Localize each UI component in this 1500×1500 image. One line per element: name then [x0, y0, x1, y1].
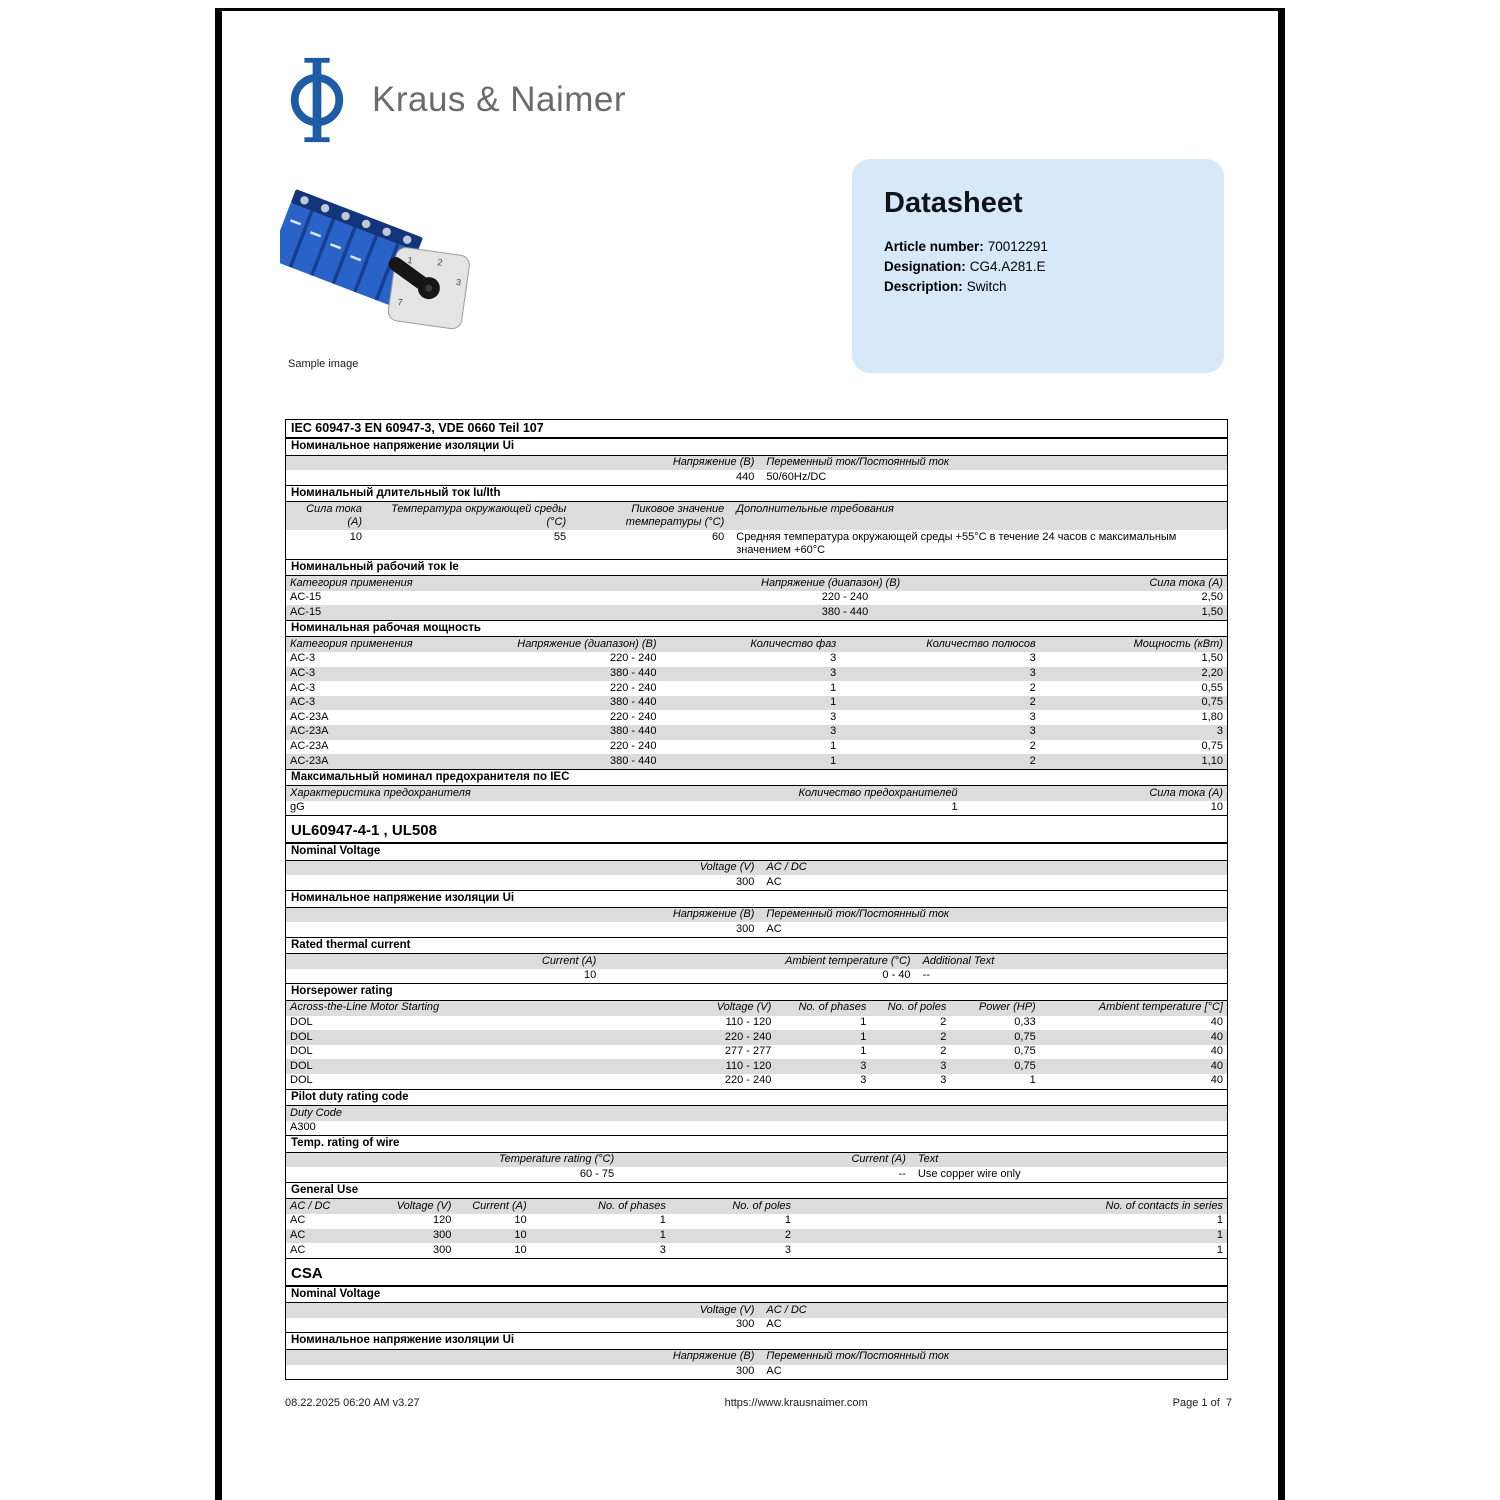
table-data-row: [286, 1167, 1227, 1182]
designation-field: [884, 257, 1192, 277]
table-data-row: [286, 1365, 1227, 1380]
table-column-header-row: [286, 637, 1227, 652]
table-cell: 0,75: [1014, 1030, 1036, 1043]
table-cell: Характеристика предохранителя: [290, 786, 471, 799]
table-data-row: [286, 591, 1227, 606]
table-data-row: [286, 1045, 1227, 1060]
table-data-row: [286, 1318, 1227, 1333]
table-cell: Пиковое значение температуры (°C): [625, 502, 725, 529]
table-data-row: [286, 740, 1227, 755]
brand-logo: [286, 55, 626, 145]
table-cell: 3: [940, 1074, 947, 1087]
table-cell: 3: [1029, 652, 1036, 665]
table-column-header-row: [286, 786, 1227, 801]
table-cell: Сила тока (A): [1149, 576, 1223, 589]
table-column-header-row: [286, 1199, 1227, 1214]
table-cell: 2: [1029, 740, 1036, 752]
table-cell: Категория применения: [290, 576, 413, 589]
table-cell: AC-15: [290, 605, 322, 618]
table-cell: 1: [860, 1045, 867, 1058]
table-subsection-title: Temp. rating of wire: [286, 1135, 1227, 1153]
table-cell: 2,20: [1201, 667, 1223, 680]
table-data-row: [286, 801, 1227, 816]
table-cell: 380 - 440: [610, 754, 657, 767]
table-cell: 10: [514, 1229, 527, 1242]
table-cell: 2: [1029, 681, 1036, 694]
table-data-row: [286, 530, 1227, 558]
table-cell: 1: [860, 1030, 867, 1043]
table-cell: No. of poles: [887, 1001, 947, 1014]
table-cell: AC / DC: [766, 861, 807, 874]
table-data-row: [286, 1214, 1227, 1229]
table-cell: 300: [736, 1318, 755, 1331]
table-column-header-row: [286, 1106, 1227, 1121]
table-cell: AC / DC: [766, 1303, 807, 1316]
table-cell: 110 - 120: [725, 1059, 772, 1072]
table-cell: Current (A): [541, 954, 597, 967]
footer-date-version: 08.22.2025 06:20 AM v3.27: [285, 1397, 420, 1409]
table-cell: Сила тока (A): [1149, 786, 1223, 799]
table-column-header-row: [286, 908, 1227, 923]
table-cell: 220 - 240: [610, 652, 657, 665]
table-column-header-row: [286, 502, 1227, 530]
table-cell: --: [898, 1167, 906, 1180]
table-cell: AC: [766, 875, 782, 888]
svg-text:7: 7: [396, 296, 404, 308]
table-cell: 2: [940, 1045, 947, 1058]
table-data-row: [286, 605, 1227, 620]
table-cell: Переменный ток/Постоянный ток: [766, 1350, 950, 1363]
table-subsection-title: Pilot duty rating code: [286, 1089, 1227, 1107]
table-cell: 277 - 277: [724, 1045, 772, 1058]
brand-name: Kraus & Naimer: [372, 80, 627, 119]
table-cell: 300: [736, 1365, 755, 1378]
table-data-row: [286, 652, 1227, 667]
table-cell: 60 - 75: [579, 1167, 615, 1180]
table-cell: Напряжение (диапазон) (В): [761, 576, 901, 589]
table-cell: 10: [514, 1243, 527, 1256]
table-cell: 220 - 240: [610, 681, 657, 694]
table-cell: 10: [514, 1214, 527, 1227]
footer-page-number: Page 1 of 7: [1172, 1397, 1232, 1409]
table-cell: 1: [1216, 1214, 1223, 1227]
table-cell: 40: [1210, 1074, 1223, 1087]
table-cell: 40: [1210, 1059, 1223, 1072]
svg-text:2: 2: [436, 257, 444, 268]
table-cell: No. of phases: [798, 1001, 867, 1014]
table-cell: Voltage (V): [396, 1199, 452, 1212]
table-cell: Сила тока (A): [306, 502, 362, 529]
table-standard-title: CSA: [286, 1258, 1227, 1286]
table-cell: 220 - 240: [724, 1074, 772, 1087]
datasheet-page: [215, 8, 1285, 1500]
table-subsection-title: Номинальное напряжение изоляции Ui: [286, 438, 1227, 456]
table-column-header-row: [286, 1303, 1227, 1318]
table-cell: 220 - 240: [610, 710, 657, 723]
table-subsection-title: Номинальное напряжение изоляции Ui: [286, 890, 1227, 908]
table-cell: AC: [766, 1365, 782, 1378]
table-cell: 50/60Hz/DC: [766, 470, 827, 483]
table-subsection-title: Rated thermal current: [286, 937, 1227, 955]
table-cell: 220 - 240: [821, 591, 869, 604]
description-label: Description:: [884, 279, 963, 294]
table-cell: 120: [433, 1214, 452, 1227]
table-cell: AC-15: [290, 591, 322, 604]
table-data-row: [286, 754, 1227, 769]
table-cell: AC: [290, 1214, 306, 1227]
table-cell: 110 - 120: [725, 1016, 772, 1029]
table-cell: 3: [940, 1059, 947, 1072]
table-data-row: [286, 1074, 1227, 1089]
datasheet-info-panel: [852, 159, 1224, 373]
table-cell: Дополнительные требования: [736, 502, 894, 515]
table-cell: 2: [1029, 696, 1036, 709]
table-cell: 1: [784, 1214, 792, 1227]
table-cell: 300: [736, 875, 755, 888]
table-cell: 0,33: [1014, 1016, 1036, 1029]
table-section-title: IEC 60947-3 EN 60947-3, VDE 0660 Teil 107: [286, 420, 1227, 438]
table-cell: 380 - 440: [610, 696, 657, 709]
footer-url[interactable]: https://www.krausnaimer.com: [724, 1397, 868, 1409]
article-number-label: Article number:: [884, 239, 984, 254]
table-cell: AC-23A: [290, 710, 329, 723]
table-cell: AC: [290, 1229, 306, 1242]
table-cell: Категория применения: [290, 637, 413, 650]
table-subsection-title: Номинальная рабочая мощность: [286, 620, 1227, 638]
table-cell: Voltage (V): [716, 1001, 772, 1014]
table-cell: Ambient temperature (°C): [785, 954, 911, 967]
table-cell: 1: [1216, 1243, 1223, 1256]
table-cell: 40: [1210, 1045, 1223, 1058]
table-cell: 1: [1216, 1229, 1223, 1242]
table-cell: Напряжение (В): [672, 456, 755, 468]
table-cell: 3: [830, 652, 837, 665]
table-cell: No. of poles: [732, 1199, 792, 1212]
table-cell: 0,75: [1014, 1059, 1036, 1072]
switch-photo-icon: [280, 167, 485, 347]
table-data-row: [286, 1030, 1227, 1045]
table-cell: 10: [349, 530, 362, 543]
table-cell: 10: [1210, 801, 1223, 814]
designation-value: CG4.A281.E: [969, 259, 1046, 274]
table-cell: 3: [860, 1059, 867, 1072]
table-cell: A300: [290, 1121, 316, 1134]
table-data-row: [286, 710, 1227, 725]
table-data-row: [286, 1059, 1227, 1074]
table-cell: Power (HP): [978, 1001, 1036, 1014]
table-cell: 3: [659, 1243, 666, 1256]
table-cell: No. of contacts in series: [1105, 1199, 1223, 1212]
table-cell: 1,50: [1201, 652, 1223, 665]
table-data-row: [286, 969, 1227, 984]
table-data-row: [286, 696, 1227, 711]
datasheet-title: Datasheet: [884, 187, 1023, 219]
table-cell: 40: [1210, 1016, 1223, 1029]
phi-logo-icon: [286, 55, 348, 145]
description-value: Switch: [966, 279, 1007, 294]
table-data-row: [286, 470, 1227, 485]
table-cell: 0,75: [1014, 1045, 1036, 1058]
table-cell: Мощность (кВт): [1133, 637, 1223, 650]
table-column-header-row: [286, 861, 1227, 876]
table-column-header-row: [286, 1001, 1227, 1016]
table-cell: 1: [659, 1229, 666, 1242]
table-cell: Количество полюсов: [926, 637, 1036, 650]
table-cell: 3: [830, 710, 837, 723]
table-cell: Напряжение (диапазон) (В): [517, 637, 657, 650]
table-cell: 1: [830, 754, 837, 767]
table-cell: 0 - 40: [882, 969, 911, 982]
table-standard-title: UL60947-4-1 , UL508: [286, 815, 1227, 843]
table-cell: 0,55: [1201, 681, 1223, 694]
table-subsection-title: Максимальный номинал предохранителя по IEC: [286, 769, 1227, 787]
table-cell: AC-3: [290, 681, 316, 694]
table-cell: 3: [784, 1243, 792, 1256]
table-cell: 2: [940, 1016, 947, 1029]
table-cell: 3: [1029, 710, 1036, 723]
table-cell: gG: [290, 801, 305, 814]
table-cell: Current (A): [472, 1199, 527, 1212]
table-cell: 2: [784, 1229, 792, 1242]
table-cell: DOL: [290, 1030, 313, 1043]
table-cell: 3: [1216, 725, 1223, 738]
table-cell: Напряжение (В): [672, 1350, 755, 1363]
designation-label: Designation:: [884, 259, 966, 274]
table-cell: Text: [917, 1153, 939, 1166]
table-cell: 1,50: [1201, 605, 1223, 618]
table-data-row: [286, 725, 1227, 740]
table-cell: 220 - 240: [610, 740, 657, 752]
table-cell: 1: [830, 740, 837, 752]
table-cell: AC: [766, 1318, 782, 1331]
table-data-row: [286, 1121, 1227, 1136]
table-cell: 2: [1029, 754, 1036, 767]
table-cell: 440: [736, 470, 755, 483]
table-cell: AC-3: [290, 696, 316, 709]
table-cell: Duty Code: [290, 1106, 342, 1119]
table-cell: Количество предохранителей: [798, 786, 958, 799]
page-footer: [285, 1397, 1232, 1409]
table-cell: 1: [1029, 1074, 1036, 1087]
table-cell: DOL: [290, 1045, 313, 1058]
table-cell: AC-3: [290, 667, 316, 680]
table-subsection-title: Horsepower rating: [286, 983, 1227, 1001]
table-column-header-row: [286, 954, 1227, 969]
table-cell: DOL: [290, 1074, 313, 1087]
table-column-header-row: [286, 1350, 1227, 1365]
table-data-row: [286, 922, 1227, 937]
table-cell: Переменный ток/Постоянный ток: [766, 456, 950, 468]
table-cell: 60: [712, 530, 725, 543]
table-cell: 3: [1029, 725, 1036, 738]
description-field: [884, 277, 1192, 297]
table-cell: Ambient temperature [°C]: [1098, 1001, 1223, 1014]
table-cell: 2: [940, 1030, 947, 1043]
table-cell: 220 - 240: [724, 1030, 772, 1043]
product-image: [280, 167, 485, 352]
table-cell: 1,80: [1201, 710, 1223, 723]
table-cell: 55: [553, 530, 567, 543]
table-data-row: [286, 1229, 1227, 1244]
table-cell: Additional Text: [922, 954, 995, 967]
table-column-header-row: [286, 576, 1227, 591]
table-cell: AC-23A: [290, 725, 329, 738]
svg-text:1: 1: [406, 254, 414, 266]
table-data-row: [286, 875, 1227, 890]
table-subsection-title: Номинальный рабочий ток Ie: [286, 559, 1227, 577]
sample-image-caption: Sample image: [288, 358, 359, 370]
table-data-row: [286, 1243, 1227, 1258]
table-cell: 380 - 440: [821, 605, 869, 618]
table-cell: 10: [584, 969, 597, 982]
table-subsection-title: General Use: [286, 1182, 1227, 1200]
table-cell: AC: [766, 922, 782, 935]
table-cell: AC-3: [290, 652, 316, 665]
table-cell: Средняя температура окружающей среды +55°C в течение 24 часов с максимальным значением +60°C: [736, 530, 1177, 557]
table-cell: 1,10: [1201, 754, 1223, 767]
table-cell: AC: [290, 1243, 306, 1256]
table-cell: Напряжение (В): [672, 908, 755, 921]
table-cell: 1: [830, 696, 837, 709]
table-cell: 0,75: [1201, 696, 1223, 709]
table-cell: Температура окружающей среды (°C): [391, 502, 567, 529]
table-column-header-row: [286, 456, 1227, 471]
table-cell: Количество фаз: [750, 637, 837, 650]
table-cell: DOL: [290, 1059, 313, 1072]
table-subsection-title: Nominal Voltage: [286, 843, 1227, 861]
table-cell: Temperature rating (°C): [498, 1153, 615, 1166]
article-number-value: 70012291: [987, 239, 1048, 254]
table-cell: Use copper wire only: [917, 1167, 1021, 1180]
table-cell: No. of phases: [598, 1199, 666, 1212]
spec-table: [285, 419, 1228, 1380]
table-cell: Current (A): [851, 1153, 906, 1166]
table-cell: AC-23A: [290, 740, 329, 752]
table-data-row: [286, 681, 1227, 696]
table-cell: 300: [736, 922, 755, 935]
article-number-field: [884, 237, 1192, 257]
table-cell: 0,75: [1201, 740, 1223, 752]
table-cell: 300: [433, 1243, 452, 1256]
table-cell: 1: [951, 801, 958, 814]
table-cell: Voltage (V): [699, 861, 755, 874]
table-cell: --: [922, 969, 930, 982]
table-column-header-row: [286, 1153, 1227, 1168]
table-cell: 3: [830, 667, 837, 680]
table-cell: 3: [830, 725, 837, 738]
table-data-row: [286, 667, 1227, 682]
table-cell: 1: [830, 681, 837, 694]
table-cell: 1: [860, 1016, 867, 1029]
table-subsection-title: Номинальный длительный ток Iu/Ith: [286, 485, 1227, 503]
table-cell: Across-the-Line Motor Starting: [290, 1001, 440, 1014]
datasheet-fields: [884, 237, 1192, 297]
table-cell: Voltage (V): [699, 1303, 755, 1316]
table-subsection-title: Номинальное напряжение изоляции Ui: [286, 1332, 1227, 1350]
table-cell: 380 - 440: [610, 725, 657, 738]
table-cell: AC-23A: [290, 754, 329, 767]
table-cell: 3: [860, 1074, 867, 1087]
table-data-row: [286, 1016, 1227, 1031]
table-cell: 300: [433, 1229, 452, 1242]
svg-text:3: 3: [455, 276, 462, 288]
table-cell: Переменный ток/Постоянный ток: [766, 908, 950, 921]
table-cell: DOL: [290, 1016, 313, 1029]
table-cell: 1: [659, 1214, 666, 1227]
table-cell: 2,50: [1201, 591, 1223, 604]
table-cell: AC / DC: [290, 1199, 331, 1212]
table-cell: 3: [1029, 667, 1036, 680]
table-subsection-title: Nominal Voltage: [286, 1286, 1227, 1304]
table-cell: 380 - 440: [610, 667, 657, 680]
table-cell: 40: [1210, 1030, 1223, 1043]
